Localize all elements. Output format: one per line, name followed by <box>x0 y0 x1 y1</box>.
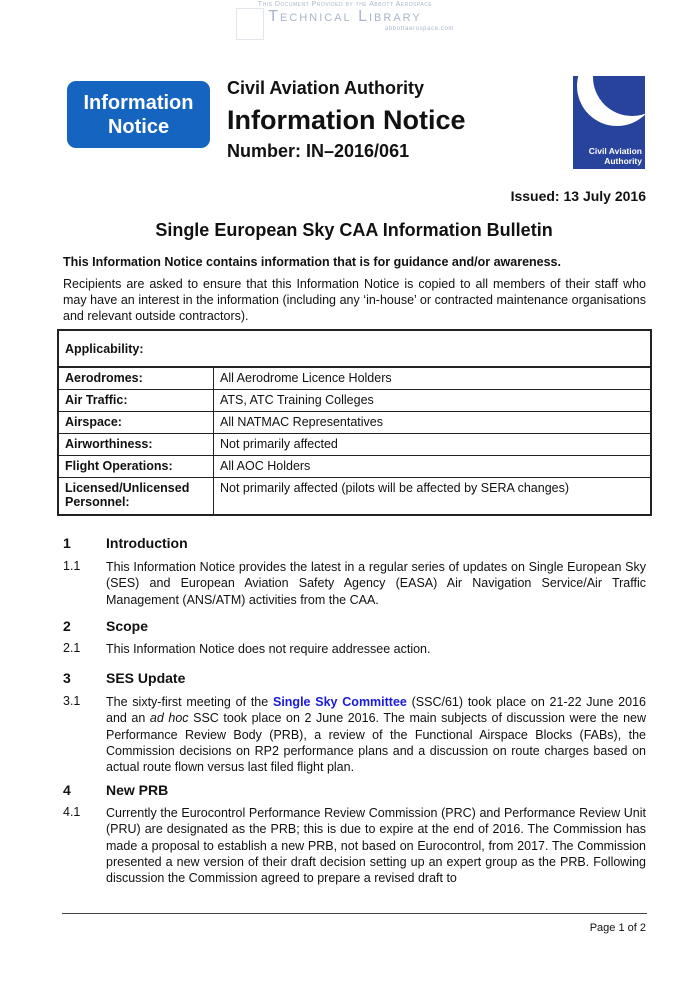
single-sky-committee-link[interactable]: Single Sky Committee <box>272 695 407 709</box>
watermark-link[interactable]: abbottaerospace.com <box>384 26 454 32</box>
page-number: Page 1 of 2 <box>589 922 646 934</box>
row-key: Aerodromes: <box>58 367 214 390</box>
applicability-header: Applicability: <box>58 330 651 367</box>
para-4-1-number: 4.1 <box>63 805 81 819</box>
table-row <box>58 456 651 478</box>
table-row <box>58 412 651 434</box>
section-3-heading: SES Update <box>106 670 186 686</box>
para-2-1-number: 2.1 <box>63 641 81 655</box>
caa-logo-icon <box>573 76 645 169</box>
row-value: All Aerodrome Licence Holders <box>214 367 652 390</box>
para-2-1-text: This Information Notice does not require addressee action. <box>106 642 431 656</box>
para-1-1-text: This Information Notice provides the latest in a regular series of updates on Single European Sky (SES) and European Aviation Safety Agency (EASA) Air Navigation Service/Air Traffic Management (ANS/ATM) activities from the CAA. <box>106 560 646 607</box>
watermark <box>230 0 460 33</box>
applicability-table <box>57 329 652 516</box>
row-key: Airspace: <box>58 412 214 434</box>
recipients-paragraph: Recipients are asked to ensure that this Information Notice is copied to all members of their staff who may have an interest in the information (including any ‘in-house’ or contracted maintenance organisations and relevant outside contractors). <box>63 277 646 323</box>
para-3-1-text <box>106 694 646 775</box>
section-2-number: 2 <box>63 618 71 634</box>
badge-line2: Notice <box>107 115 170 138</box>
notice-title: Information Notice <box>227 105 466 135</box>
table-row <box>58 478 651 516</box>
row-value: Not primarily affected <box>214 434 652 456</box>
row-key: Licensed/Unlicensed Personnel: <box>58 478 214 516</box>
notice-number: Number: IN–2016/061 <box>227 141 410 161</box>
table-header-row <box>58 330 651 367</box>
para-italic-text: ad hoc <box>149 711 189 726</box>
section-3-number: 3 <box>63 670 71 686</box>
para-4-1-text: Currently the Eurocontrol Performance Review Commission (PRC) and Performance Review Unit (PRU) are designated as the PRB; this is due to expire at the end of 2016. The Commission has made a proposal to establish a new PRB, not based on Eurocontrol, from 2017. The Commission presented a new version of their draft decision setting up an expert group as the PRB. Following discussion the Commission agreed to prepare a revised draft to <box>106 806 646 886</box>
guidance-statement: This Information Notice contains information that is for guidance and/or awareness. <box>63 255 561 269</box>
issued-date: Issued: 13 July 2016 <box>510 188 646 204</box>
section-2-heading: Scope <box>106 618 149 634</box>
para-text: SSC took place on 2 June 2016. The main subjects of discussion were the new Performance Review Body (PRB), a review of the Functional Airspace Blocks (FABs), the Commission decisions on RP2 performance plans and a discussion on route charges based on actual route flown versus last filed flight plan. <box>106 711 647 775</box>
logo-text-line1: Civil Aviation <box>588 146 642 156</box>
organisation-name: Civil Aviation Authority <box>227 78 425 98</box>
row-value: Not primarily affected (pilots will be affected by SERA changes) <box>214 478 652 516</box>
para-3-1-number: 3.1 <box>63 694 81 708</box>
row-key: Air Traffic: <box>58 390 214 412</box>
watermark-line2: Technical Library <box>268 8 422 25</box>
badge-line1: Information <box>83 91 194 114</box>
row-value: ATS, ATC Training Colleges <box>214 390 652 412</box>
logo-text <box>589 146 642 166</box>
row-value: All AOC Holders <box>214 456 652 478</box>
watermark-line1: This Document Provided by the Abbott Aerospace <box>257 1 433 8</box>
footer-divider <box>62 913 647 914</box>
information-notice-badge <box>67 81 210 148</box>
section-1-number: 1 <box>63 535 71 551</box>
section-4-number: 4 <box>63 782 71 798</box>
para-text: (SSC/61) took place on 21-22 June 2016 and an <box>106 695 646 726</box>
para-text: The sixty-first meeting of the <box>106 695 273 709</box>
table-row <box>58 434 651 456</box>
para-1-1-number: 1.1 <box>63 559 81 573</box>
document-title: Single European Sky CAA Information Bulletin <box>155 220 553 240</box>
section-4-heading: New PRB <box>106 782 169 798</box>
row-value: All NATMAC Representatives <box>214 412 652 434</box>
table-row <box>58 390 651 412</box>
row-key: Airworthiness: <box>58 434 214 456</box>
row-key: Flight Operations: <box>58 456 214 478</box>
table-row <box>58 367 651 390</box>
logo-text-line2: Authority <box>604 156 642 166</box>
section-1-heading: Introduction <box>106 535 188 551</box>
